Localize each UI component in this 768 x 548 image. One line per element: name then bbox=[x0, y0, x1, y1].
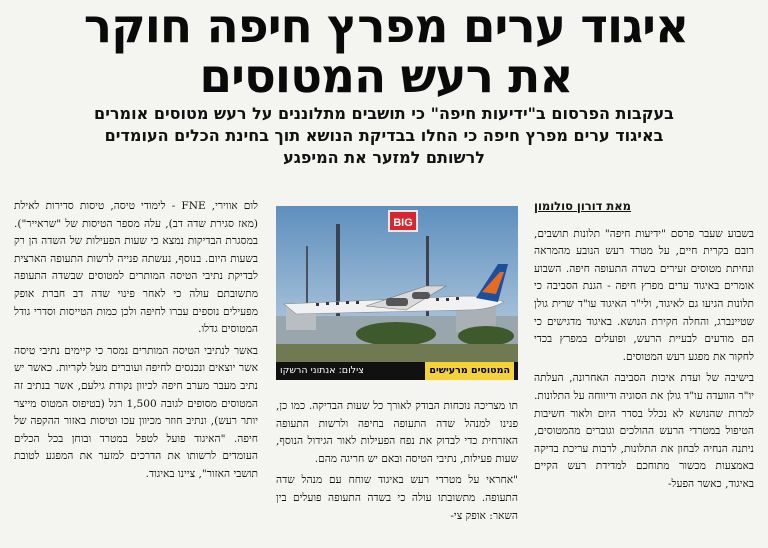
headline bbox=[18, 2, 754, 102]
photo-caption-title: המטוסים מרעישים bbox=[425, 362, 514, 380]
headline-line-2: את רעש המטוסים bbox=[199, 49, 573, 104]
article-column-right bbox=[534, 198, 754, 548]
paragraph: תו מצריכה נוכחות הבודק לאורך כל שעות הבדיקה. כמו כן, פנינו למנהל שדה התעופה בחיפה ולרשות התעופה האזרחית כדי לבדוק את נפח הפעילות לאור הגידול הנוסף, שעות פעילות, נתיבי הטיסה ובאם יש חריגה מהם. bbox=[276, 400, 518, 465]
paragraph: באשר לנתיבי הטיסה המותרים נמסר כי קיימים נתיבי טיסה אשר יוצאים ונכנסים לחיפה ועוברים מעל לקריות. כאשר יש נתיב מעבר מערב חיפה לכיוון נקודת גילעם, אשר בנתיב זה המטוסים מסופים לגובה 1,500 רגל (בטיפוס המטוס מייצר יותר רעש), ונתיב חוזר מכיוון עכו וטיסות באזור ההקפה של חיפה. "האיגוד פועל לטפל במטרד ובוחן בכל הכלים העומדים לרשותו את הדרכים למזער את המפגע לטובת תושבי האזור", ציינו באיגוד. bbox=[14, 344, 258, 480]
paragraph: בישיבה של ועדת איכות הסביבה האחרונה, העלתה יו"ר הוועדה עו"ד גולן את הסוגיה ודיווחה על התלונות. למרות שהנושא לא נכלל בסדר היום ולאור חשיבות הטיפול במטרדי הרעש ההולכים וגוברים מהמטוסים, ניתנה הנחיה לבחון את התלונות, לרבות עריכת בדיקה באמצעות מכשור מתוחכם למדידת רעש הקיים באיגוד, כאשר הפעל- bbox=[534, 372, 754, 490]
headline-line-1: איגוד ערים מפרץ חיפה חוקר bbox=[83, 0, 689, 54]
subhead-line-3: לרשותם למזער את המיפגע bbox=[283, 148, 485, 167]
sign-text: BIG bbox=[393, 217, 413, 229]
photo-caption-bar bbox=[276, 362, 518, 380]
paragraph: לום אווירי, FNE - לימודי טיסה, טיסות סדירות לאילת (מאז סגירת שדה דב), עלה מספר הטיסות של "שראייר"). במסגרת הבדיקות נמצא כי שעות הפעילות של השדה הן רק בשעות היום. בנוסף, נעשתה פנייה לרשות התעופה הארצית לבדיקת נתיבי הטיסה המותרים למטוסים שבשדה התעופה מתשובתם עולה כי לאחר פינוי שדה דב חברת אופק מפעילים נוספים עברו לחיפה ולכן כמות הטייסות וסדרי גודל המטוסים גדלו. bbox=[14, 200, 258, 336]
airport-photo bbox=[276, 206, 518, 378]
photo-credit: צילום: אנתוני הרשקו bbox=[280, 365, 364, 376]
airplane-illustration bbox=[276, 206, 518, 378]
paragraph: "אחראי על מטרדי רעש באיגוד שוחח עם מנהל שדה התעופה. מתשובתו עולה כי בשדה התעופה פועלים בין השאר: אופק צי- bbox=[276, 474, 518, 522]
subheadline bbox=[44, 103, 724, 169]
paragraph: בשבוע שעבר פרסם "ידיעות חיפה" תלונות תושבים, רובם בקרית חיים, על מטרד רעש הנובע מהמראה ונחיתת מטוסים זעירים בשדה התעופה חיפה. השבוע אומרים באיגוד ערים מפרץ חיפה - הגנת הסביבה כי תלונות הגיעו גם לאיגוד, ולי"ר האיגוד עו"ד שרית גולן שטיינברג, והחלה חקירת הנושא. באיגוד מדגישים כי הם מודעים לבעיית הרעש, ופועלים במפרץ בכדי לחקור את מפגע רעש המטוסים. bbox=[534, 227, 754, 363]
subhead-line-2: באיגוד ערים מפרץ חיפה כי החלו בבדיקת הנושא תוך בחינת הכלים העומדים bbox=[104, 126, 664, 145]
byline: מאת דורון סולומון bbox=[534, 199, 631, 213]
subhead-line-1: בעקבות הפרסום ב"ידיעות חיפה" כי תושבים מתלוננים על רעש מטוסים אומרים bbox=[94, 104, 674, 123]
article-column-left bbox=[14, 198, 258, 548]
article-column-middle bbox=[276, 398, 518, 548]
